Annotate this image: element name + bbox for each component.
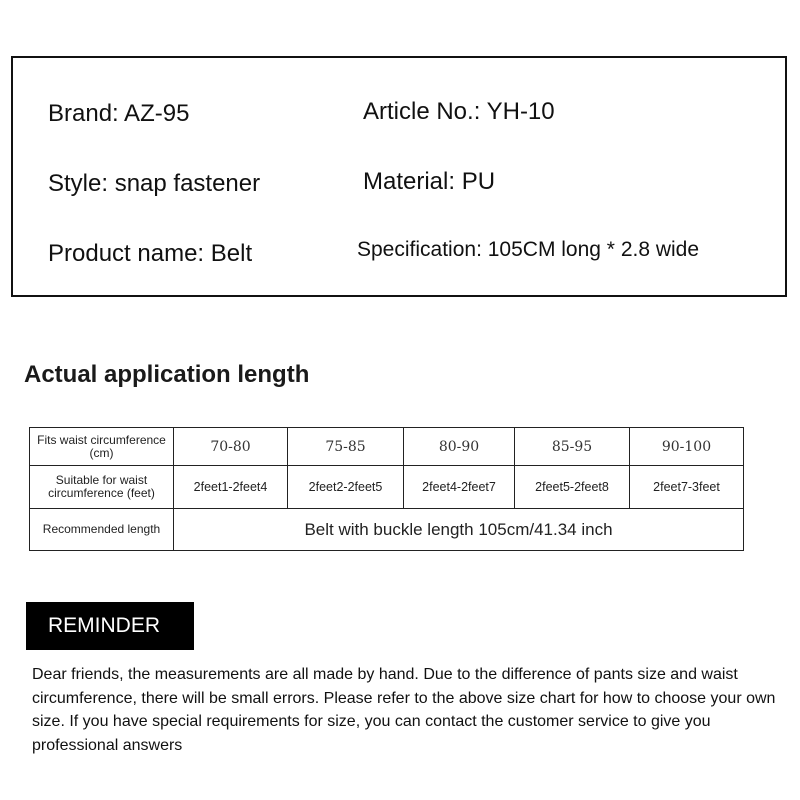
table-cell: 90-100: [630, 428, 744, 466]
section-title: Actual application length: [24, 361, 310, 388]
size-table: [29, 427, 744, 551]
row-label-waist-cm: Fits waist circumference (cm): [30, 428, 174, 466]
row-label-waist-feet: Suitable for waist circumference (feet): [30, 466, 174, 509]
row-label-recommended-length: Recommended length: [30, 509, 174, 551]
table-cell: 75-85: [288, 428, 404, 466]
table-row: [30, 509, 744, 551]
style-text: Style: snap fastener: [48, 170, 261, 197]
product-name-text: Product name: Belt: [48, 240, 253, 267]
specification-text: Specification: 105CM long * 2.8 wide: [357, 238, 700, 261]
reminder-badge: REMINDER: [26, 602, 194, 650]
table-cell: 2feet5-2feet8: [515, 466, 630, 509]
table-cell: 2feet1-2feet4: [174, 466, 288, 509]
article-number-text: Article No.: YH-10: [363, 98, 555, 125]
table-cell: 70-80: [174, 428, 288, 466]
table-row: [30, 466, 744, 509]
table-cell: 2feet2-2feet5: [288, 466, 404, 509]
table-cell: 85-95: [515, 428, 630, 466]
spec-box: [11, 56, 787, 297]
table-cell: 2feet4-2feet7: [404, 466, 515, 509]
table-cell: 2feet7-3feet: [630, 466, 744, 509]
table-row: [30, 428, 744, 466]
recommended-length-value: Belt with buckle length 105cm/41.34 inch: [174, 509, 744, 551]
material-text: Material: PU: [363, 168, 496, 195]
brand-text: Brand: AZ-95: [48, 100, 190, 127]
reminder-text: Dear friends, the measurements are all made by hand. Due to the difference of pants size and waist circumference, there will be small errors. Please refer to the above size chart for how to choose your own size. If you have special requirements for size, you can contact the customer service to give you professional answers: [32, 666, 776, 754]
table-cell: 80-90: [404, 428, 515, 466]
